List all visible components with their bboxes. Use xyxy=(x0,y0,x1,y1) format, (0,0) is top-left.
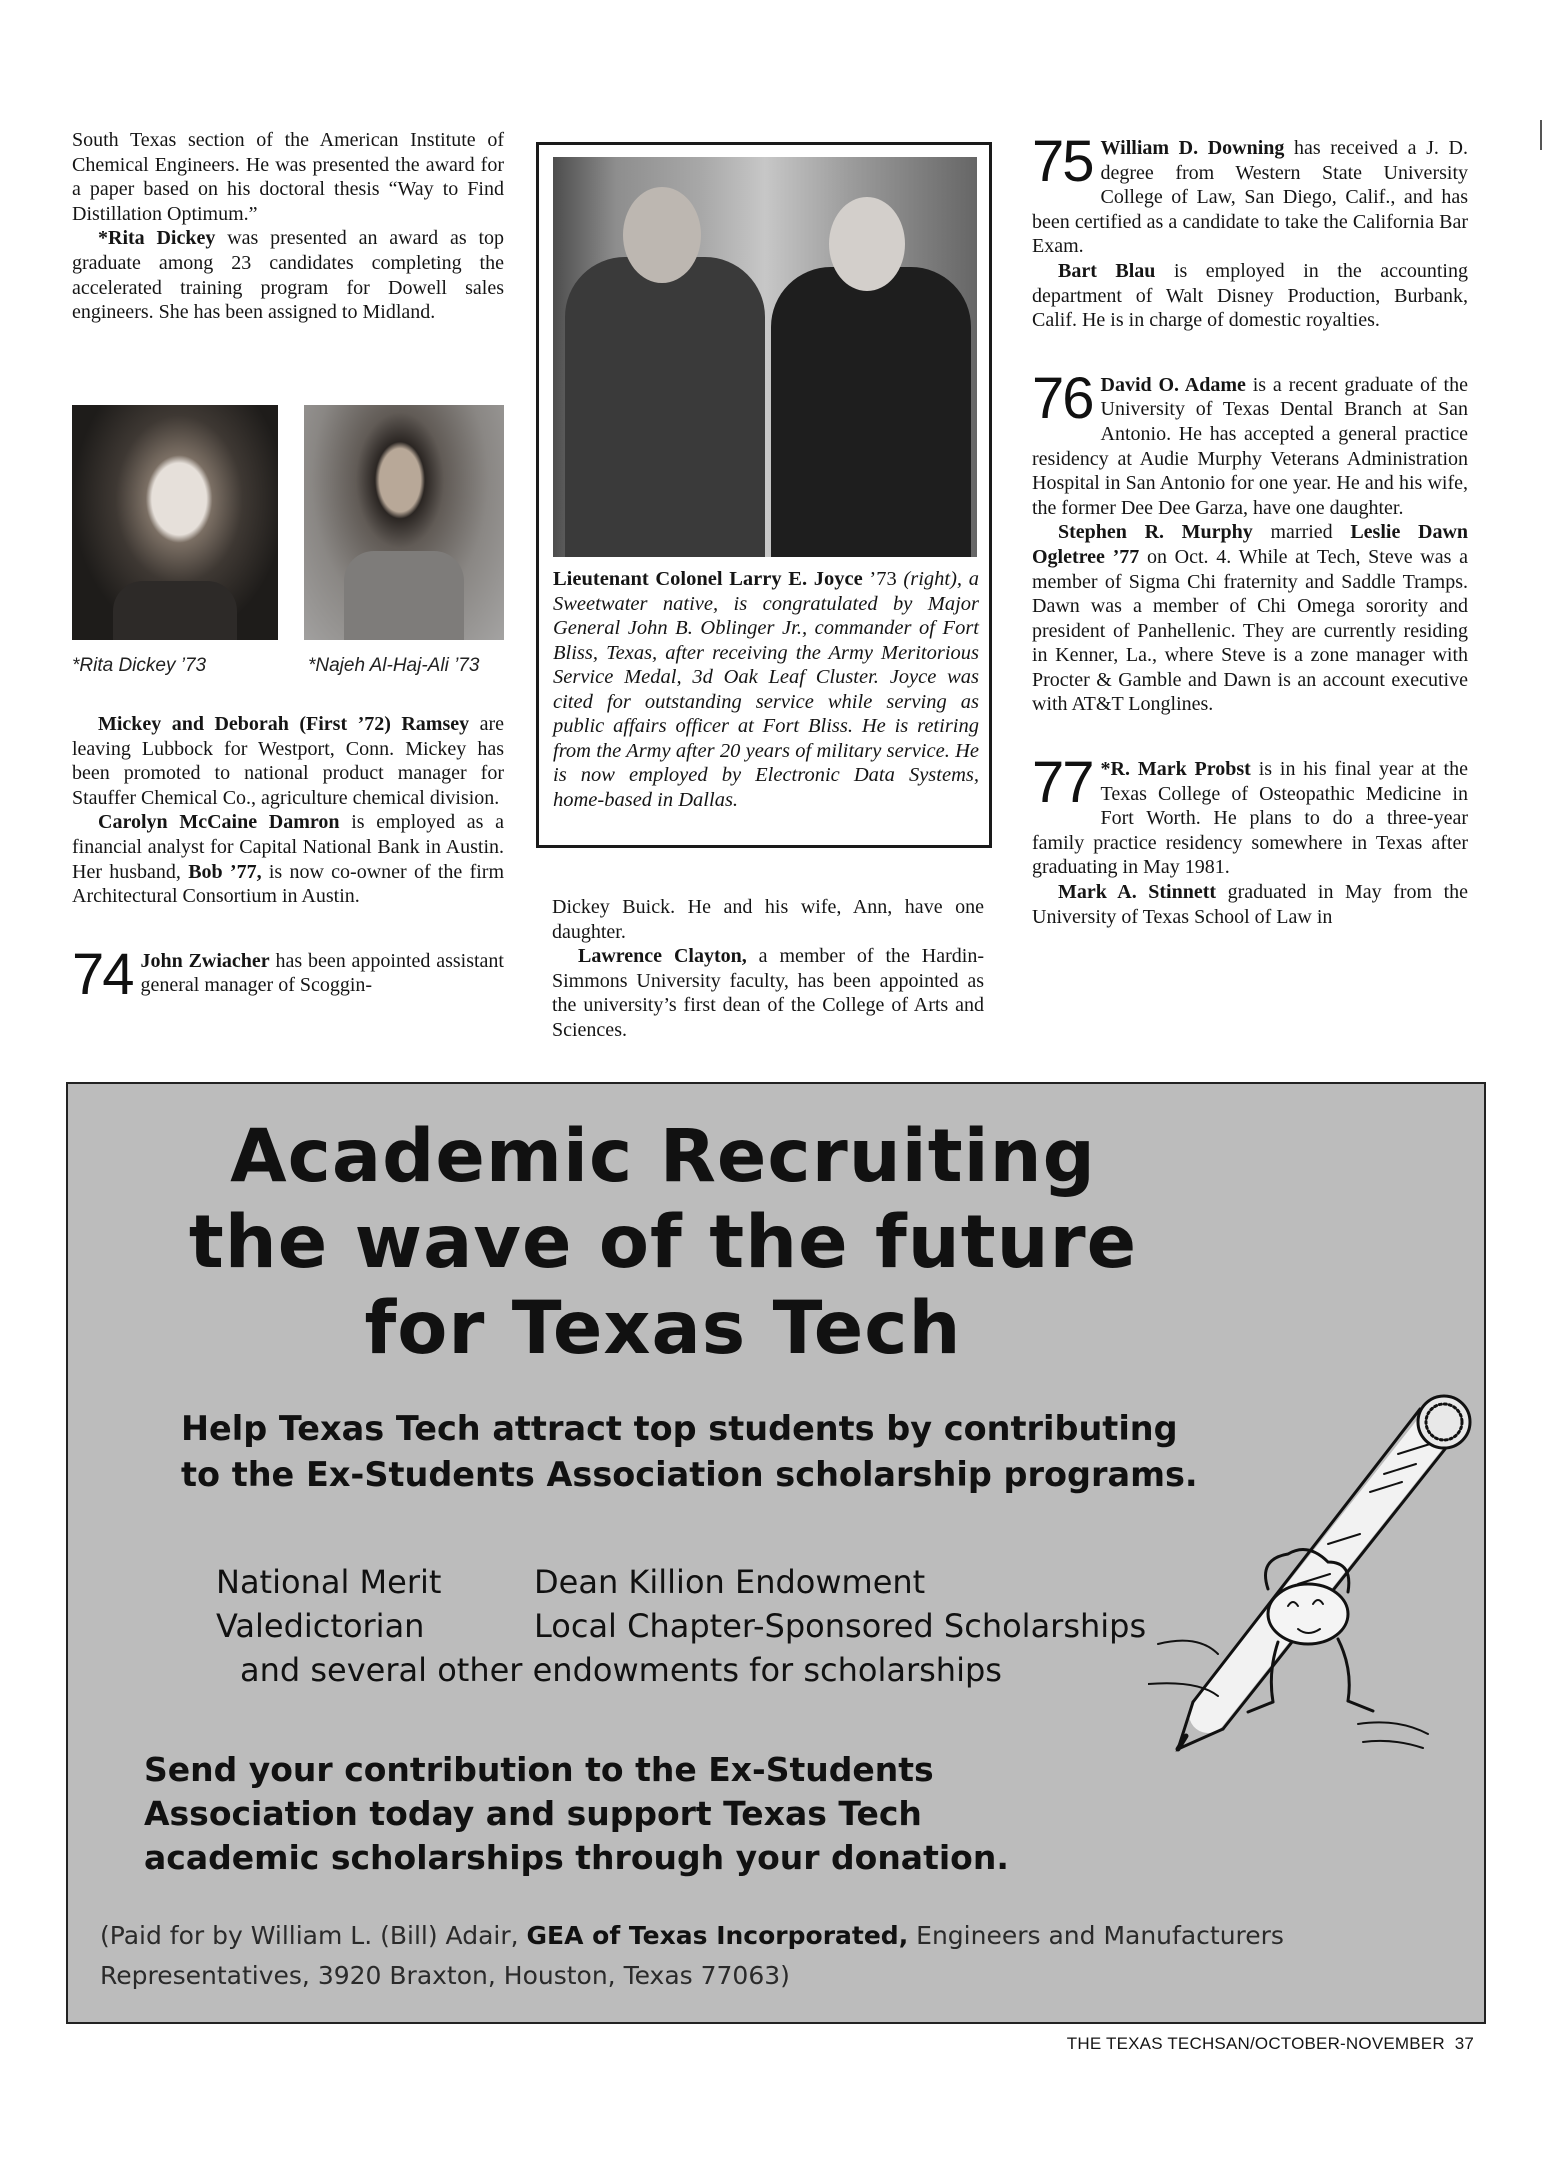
sponsor-name: GEA of Texas Incorporated, xyxy=(526,1921,909,1950)
ad-headline xyxy=(68,1114,1258,1372)
program-item: National Merit xyxy=(216,1563,442,1601)
column-1-top xyxy=(72,128,504,325)
ad-subhead-line: Help Texas Tech attract top students by contributing xyxy=(181,1409,1178,1448)
ad-subhead xyxy=(181,1406,1198,1498)
person-name: Lawrence Clayton, xyxy=(578,945,747,968)
photo-caption: *Rita Dickey ’73 xyxy=(72,655,207,676)
paragraph-text: is employed in the accounting department of Walt Disney Production, Burbank, Calif. He is in charge of domestic royalties. xyxy=(1032,259,1468,332)
cta-line: academic scholarships through your donation. xyxy=(144,1838,1009,1877)
paid-text: (Paid for by William L. (Bill) Adair, xyxy=(100,1921,527,1950)
program-item: Dean Killion Endowment xyxy=(534,1563,926,1601)
paragraph-text: is in his final year at the Texas College of Osteopathic Medicine in Fort Worth. He plans to do a three-year family practice residency somewhere in Texas after graduating in May 1981. xyxy=(1032,758,1468,879)
page-footer xyxy=(1067,2034,1474,2054)
program-item: Valedictorian xyxy=(216,1607,425,1645)
column-3 xyxy=(1032,129,1469,929)
paragraph xyxy=(1032,129,1468,259)
column-1-bottom xyxy=(72,712,505,1007)
paragraph xyxy=(1032,520,1468,717)
page-number: 37 xyxy=(1454,2034,1474,2053)
class-year-number: 75 xyxy=(1032,129,1093,194)
person-name: Bob ’77, xyxy=(188,860,262,883)
paragraph xyxy=(1032,880,1468,929)
ad-headline-line: the wave of the future xyxy=(188,1200,1138,1285)
paragraph-text: on Oct. 4. While at Tech, Steve was a member of Sigma Chi fraternity and Saddle Tramps. Dawn was a member of Chi Omega sorority and president of Panhellenic. They are currently residing in Kenner, La., where Steve is a zone manager with Procter & Gamble and Dawn is an account executive with AT&T Longlines. xyxy=(1032,545,1468,716)
ad-headline-line: for Texas Tech xyxy=(364,1286,962,1371)
paragraph xyxy=(1032,750,1468,880)
person-name: *Rita Dickey xyxy=(98,227,216,250)
program-row xyxy=(216,1560,1146,1604)
paragraph xyxy=(552,944,984,1042)
class-year-section xyxy=(1032,129,1468,333)
paragraph-text: has been appointed assistant general manager of Scoggin- xyxy=(140,949,504,997)
person-name: Stephen R. Murphy xyxy=(1058,521,1253,544)
class-year-number: 74 xyxy=(72,941,133,1007)
person-name: Carolyn McCaine Damron xyxy=(98,811,340,834)
paragraph-text: is a recent graduate of the University of Texas Dental Branch at San Antonio. He has accepted a general practice residency at Audie Murphy Veterans Administration Hospital in San Antonio for one year. He and his wife, the former Dee Dee Garza, have one daughter. xyxy=(1032,373,1468,519)
paragraph-text: is employed as a financial analyst for Capital National Bank in Austin. Her husband, xyxy=(72,811,504,883)
class-year: ’73 xyxy=(862,568,897,590)
class-year-number: 76 xyxy=(1032,365,1093,431)
publication-name: THE TEXAS TECHSAN/OCTOBER-NOVEMBER xyxy=(1066,2034,1445,2053)
person-name: William D. Downing xyxy=(1100,137,1285,159)
ad-headline-line: Academic Recruiting xyxy=(230,1114,1096,1199)
paragraph: South Texas section of the American Institute of Chemical Engineers. He was presented the award for a paper based on his doctoral thesis “Way to Find Distillation Optimum.” xyxy=(72,129,504,225)
program-row xyxy=(216,1604,1146,1648)
paragraph-text: are leaving Lubbock for Westport, Conn. Mickey has been promoted to national product manager for Stauffer Chemical Co., agriculture chemical division. xyxy=(72,713,504,809)
program-item: Local Chapter-Sponsored Scholarships xyxy=(534,1607,1147,1645)
photo-caption: *Najeh Al-Haj-Ali ’73 xyxy=(308,655,480,676)
person-name: John Zwiacher xyxy=(140,949,270,972)
photo-najeh-al-haj-ali xyxy=(304,405,504,640)
advertisement-academic-recruiting xyxy=(66,1082,1486,2024)
person-name: *R. Mark Probst xyxy=(1100,758,1251,781)
margin-mark xyxy=(1540,120,1542,150)
person-name: Mickey and Deborah (First ’72) Ramsey xyxy=(98,713,470,735)
paragraph-text: is now co-owner of the firm Architectural Consortium in Austin. xyxy=(72,860,505,908)
photo-joyce-handshake xyxy=(553,157,977,557)
person-name: David O. Adame xyxy=(1100,373,1246,396)
paragraph-text: graduated in May from the University of Texas School of Law in xyxy=(1032,881,1469,928)
paragraph-text: a member of the Hardin-Simmons University faculty, has been appointed as the university’s first dean of the College of Arts and Sciences. xyxy=(552,945,984,1041)
class-year-section xyxy=(1032,365,1469,717)
person-name: Leslie Dawn Ogletree ’77 xyxy=(1032,521,1469,568)
photo-caption-joyce xyxy=(553,567,979,812)
paragraph xyxy=(72,712,504,810)
ad-program-list xyxy=(216,1560,1146,1692)
cta-line: Association today and support Texas Tech xyxy=(144,1794,922,1833)
paid-text: Engineers and Manufacturers Representatives, 3920 Braxton, Houston, Texas 77063) xyxy=(100,1921,1284,1990)
person-name: Mark A. Stinnett xyxy=(1058,881,1217,904)
person-name: Bart Blau xyxy=(1058,259,1156,282)
class-year-section xyxy=(1032,750,1469,929)
paragraph xyxy=(72,226,504,324)
cta-line: Send your contribution to the Ex-Students xyxy=(144,1750,934,1789)
paragraph-text: married xyxy=(1252,521,1351,544)
paragraph xyxy=(1032,259,1468,333)
class-year-number: 77 xyxy=(1032,750,1093,816)
ad-subhead-line: to the Ex-Students Association scholarship programs. xyxy=(181,1455,1198,1494)
photo-rita-dickey xyxy=(72,405,278,640)
paragraph xyxy=(1032,365,1468,521)
column-2-bottom xyxy=(552,895,984,1043)
paragraph xyxy=(72,810,504,908)
ad-paid-notice xyxy=(100,1916,1470,1996)
photo-frame-joyce xyxy=(536,142,992,848)
program-item: and several other endowments for scholarships xyxy=(240,1651,1002,1689)
pencil-cartoon-illustration xyxy=(1148,1384,1478,1764)
ad-call-to-action xyxy=(144,1748,1009,1880)
paragraph: Dickey Buick. He and his wife, Ann, have one daughter. xyxy=(552,896,984,943)
person-name: Lieutenant Colonel Larry E. Joyce xyxy=(553,568,863,590)
paragraph xyxy=(72,941,504,1007)
class-year-section xyxy=(72,941,504,1007)
caption-text: (right), a Sweetwater native, is congratulated by Major General John B. Oblinger Jr., commander of Fort Bliss, Texas, after receiving the Army Meritorious Service Medal, 3d Oak Leaf Cluster. Joyce was cited for outstanding service while serving as public affairs officer at Fort Bliss. He is retiring from the Army after 20 years of military service. He is now employed by Electronic Data Systems, home-based in Dallas. xyxy=(553,568,979,811)
paragraph-text: has received a J. D. degree from Western State University College of Law, San Diego, Calif., and has been certified as a candidate to take the California Bar Exam. xyxy=(1032,137,1468,258)
paragraph-text: was presented an award as top graduate among 23 candidates completing the accelerated training program for Dowell sales engineers. She has been assigned to Midland. xyxy=(72,227,505,324)
